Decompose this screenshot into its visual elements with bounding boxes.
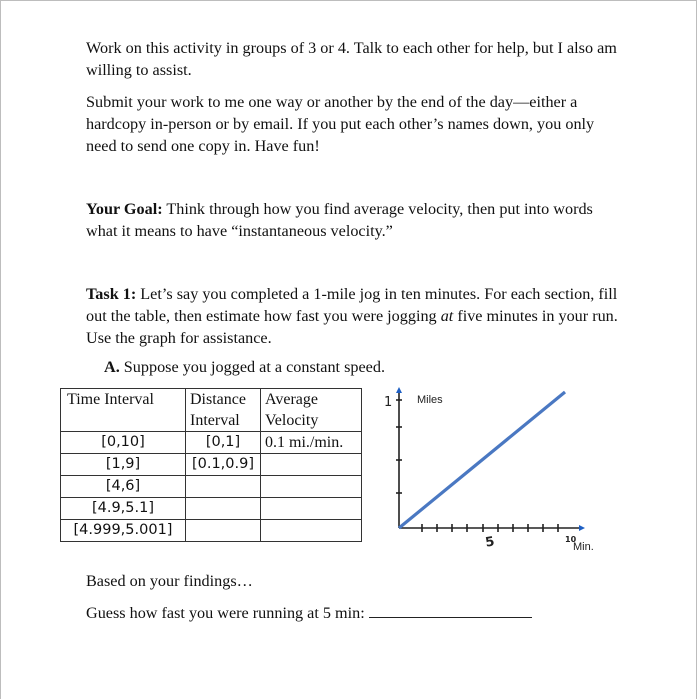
intro-paragraph-2: Submit your work to me one way or another by the end of the day—either a hardcopy in-person or by email. If you put each other’s names down, you only need to send one copy in. Have fun! [86, 93, 595, 155]
y-axis-arrow [396, 387, 402, 393]
y-tick-label: 1 [384, 395, 393, 410]
cell-velocity[interactable] [261, 476, 362, 498]
cell-time: [4.999,5.001] [61, 520, 186, 542]
header-distance-interval: Distance Interval [186, 389, 261, 432]
header-average-velocity: Average Velocity [261, 389, 362, 432]
cell-distance[interactable] [186, 520, 261, 542]
table-header-row [61, 389, 362, 432]
task1-emphasis: at [440, 307, 454, 325]
part-a-text: Suppose you jogged at a constant speed. [119, 358, 385, 376]
cell-velocity[interactable]: 0.1 mi./min. [261, 432, 362, 454]
x-mid-label: 5 [484, 534, 496, 551]
table-row [61, 520, 362, 542]
goal-text: Think through how you find average velocity, then put into words what it means to have “instantaneous velocity.” [86, 200, 593, 240]
header-time-interval: Time Interval [61, 389, 186, 432]
guess-text: Guess how fast you were running at 5 min: [86, 604, 365, 622]
cell-time: [1,9] [61, 454, 186, 476]
guess-paragraph [86, 602, 626, 624]
velocity-table [60, 388, 362, 542]
findings-paragraph: Based on your findings… [86, 572, 253, 590]
cell-distance: [0.1,0.9] [186, 454, 261, 476]
cell-distance[interactable] [186, 498, 261, 520]
task1-label: Task 1: [86, 285, 137, 303]
table-row [61, 454, 362, 476]
answer-blank[interactable] [369, 603, 532, 618]
goal-paragraph [86, 198, 626, 242]
cell-time: [4.9,5.1] [61, 498, 186, 520]
x-axis-arrow [579, 525, 585, 531]
x-axis-label: Min. [573, 541, 594, 553]
task1-text-a: Let’s say you completed a 1-mile jog in ten minutes. For each section, fill out the table, then estimate how fast you were jogging [86, 285, 618, 325]
task1-paragraph [86, 283, 626, 349]
task1-text-b: five minutes in your run. Use the graph for assistance. [86, 307, 618, 347]
intro-paragraph-1: Work on this activity in groups of 3 or 4. Talk to each other for help, but I also am willing to assist. [86, 39, 617, 79]
table-row [61, 432, 362, 454]
goal-label: Your Goal: [86, 200, 163, 218]
data-line [399, 392, 565, 528]
cell-velocity[interactable] [261, 454, 362, 476]
y-axis-label: Miles [417, 394, 443, 406]
part-a-heading [104, 356, 385, 378]
part-a-letter: A. [104, 358, 120, 376]
x-end-label: 10 [565, 535, 577, 544]
distance-time-graph [375, 380, 615, 555]
table-row [61, 498, 362, 520]
cell-time: [0,10] [61, 432, 186, 454]
table-row [61, 476, 362, 498]
cell-velocity[interactable] [261, 520, 362, 542]
cell-time: [4,6] [61, 476, 186, 498]
cell-distance: [0,1] [186, 432, 261, 454]
cell-distance[interactable] [186, 476, 261, 498]
cell-velocity[interactable] [261, 498, 362, 520]
